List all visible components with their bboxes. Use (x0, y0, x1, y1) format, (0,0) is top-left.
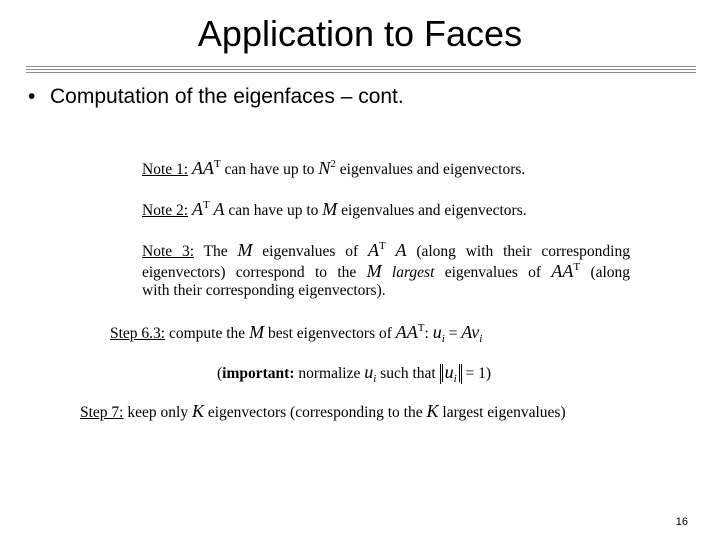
note-1-text: eigenvalues and eigenvectors. (339, 161, 526, 178)
note-3-text: eigenvalues of (262, 243, 359, 260)
important-label: important: (222, 365, 295, 382)
math-a: A (191, 199, 203, 219)
math-a: A (367, 240, 379, 260)
important-text: such that (380, 365, 436, 382)
math-sub: i (373, 373, 377, 385)
step-6-3-text: best eigenvectors of (267, 325, 392, 342)
step-7-text: largest eigenvalues) (442, 404, 566, 421)
paren: ( (217, 365, 223, 382)
math-sup: T (213, 158, 221, 170)
math-sub: i (453, 373, 457, 385)
note-3-emphasis: largest (391, 264, 435, 281)
math-n: N (318, 158, 331, 178)
math-k: K (426, 401, 439, 421)
norm-bars (440, 364, 462, 384)
step-6-3-text: compute the (169, 325, 246, 342)
page-number: 16 (675, 516, 688, 528)
important-text: normalize (298, 365, 361, 382)
math-aa: AA (395, 322, 418, 342)
slide-title: Application to Faces (197, 13, 523, 54)
math-u: u (432, 322, 442, 342)
math-sup: T (573, 261, 581, 273)
math-m: M (237, 240, 253, 260)
math-av: Av (461, 322, 480, 342)
math-aa: AA (551, 261, 574, 281)
math-equals: = (448, 325, 458, 342)
math-equals-one: = 1) (465, 365, 492, 382)
title-divider (26, 66, 696, 67)
math-sub: i (479, 333, 483, 345)
math-u: u (364, 362, 374, 382)
note-1 (142, 158, 525, 180)
note-3-line-3 (142, 281, 386, 301)
math-m: M (249, 322, 265, 342)
note-3-text: (along with their corresponding (416, 243, 630, 260)
math-sup: 2 (330, 158, 336, 170)
note-3-text: The (203, 243, 228, 260)
note-2-text: eigenvalues and eigenvectors. (341, 202, 527, 219)
note-3-text: eigenvalues of (444, 264, 542, 281)
math-a: A (213, 199, 225, 219)
note-3-text: with their corresponding eigenvectors). (142, 282, 386, 299)
bullet-dot: • (28, 85, 36, 108)
math-colon: : (424, 325, 429, 342)
note-3-line-2 (142, 261, 630, 283)
note-3-text: (along (590, 264, 631, 281)
math-aa: AA (191, 158, 214, 178)
note-3-label: Note 3: (142, 243, 194, 260)
step-6-3 (110, 322, 482, 344)
math-sup: T (202, 199, 210, 211)
note-1-text: can have up to (224, 161, 315, 178)
math-k: K (191, 401, 204, 421)
bullet-item (28, 84, 404, 110)
note-3-text: eigenvectors) correspond to the (142, 264, 357, 281)
important-note (217, 362, 491, 384)
title-divider (26, 72, 696, 73)
step-7 (80, 401, 566, 423)
step-7-text: keep only (127, 404, 189, 421)
note-2-label: Note 2: (142, 202, 189, 219)
math-m: M (322, 199, 338, 219)
math-sub: i (441, 333, 445, 345)
math-sup: T (378, 240, 386, 252)
step-7-label: Step 7: (80, 404, 124, 421)
math-m: M (366, 261, 382, 281)
title-divider (26, 69, 696, 70)
math-u: u (444, 362, 454, 382)
step-6-3-label: Step 6.3: (110, 325, 166, 342)
note-2 (142, 199, 527, 221)
bullet-text: Computation of the eigenfaces – cont. (50, 85, 404, 108)
math-sup: T (417, 322, 425, 334)
note-3-line-1 (142, 240, 630, 262)
step-7-text: eigenvectors (corresponding to the (207, 404, 423, 421)
math-a: A (395, 240, 407, 260)
note-2-text: can have up to (228, 202, 319, 219)
note-1-label: Note 1: (142, 161, 189, 178)
